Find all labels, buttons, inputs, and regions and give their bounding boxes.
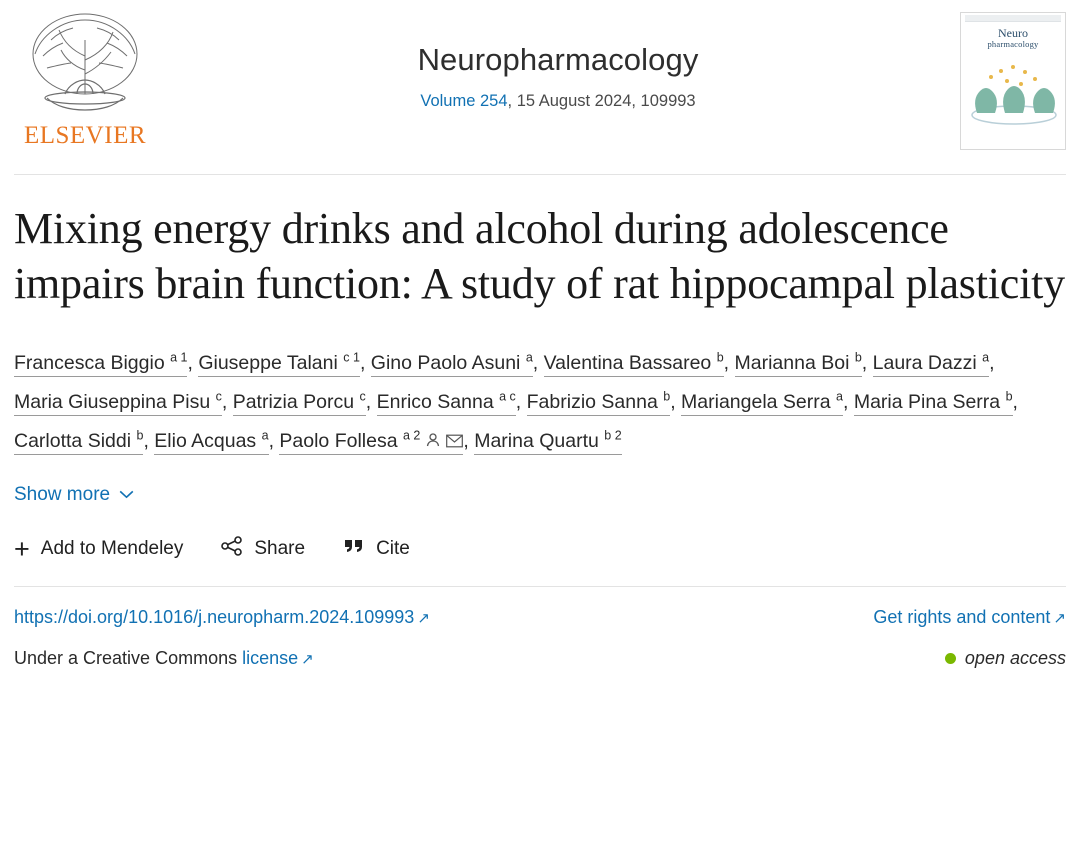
open-access-badge (945, 648, 1066, 669)
author-name: Paolo Follesa (279, 429, 398, 452)
author-item[interactable] (474, 430, 621, 455)
author-item[interactable] (527, 391, 671, 416)
add-to-mendeley-button[interactable] (14, 533, 184, 564)
show-more-label: Show more (14, 483, 111, 505)
journal-title[interactable]: Neuropharmacology (417, 42, 699, 77)
author-affiliation-marker: b 2 (604, 428, 622, 443)
author-affiliation-marker: a (261, 428, 269, 443)
share-label: Share (254, 537, 306, 559)
author-name: Maria Pina Serra (853, 390, 1001, 413)
external-link-icon: ↗ (1053, 609, 1066, 627)
author-name: Patrizia Porcu (232, 390, 355, 413)
doi-link[interactable] (14, 607, 430, 628)
author-affiliation-marker: a (836, 389, 843, 404)
author-affiliation-marker: a 2 (402, 428, 421, 443)
share-icon (221, 536, 243, 562)
cover-artwork-icon (961, 59, 1066, 129)
author-affiliation-marker: b (136, 428, 144, 443)
author-item[interactable] (873, 352, 989, 377)
author-name: Carlotta Siddi (14, 429, 132, 452)
author-item[interactable] (14, 352, 187, 377)
quote-icon (343, 537, 365, 561)
author-item[interactable] (233, 391, 366, 416)
author-affiliation-marker: a 1 (170, 350, 188, 365)
author-name: Giuseppe Talani (198, 351, 338, 374)
author-name: Marianna Boi (734, 351, 850, 374)
author-name: Elio Acquas (154, 429, 257, 452)
publication-header (14, 0, 1066, 168)
open-access-dot-icon (945, 653, 956, 664)
journal-info (156, 8, 960, 111)
author-affiliation-marker: c 1 (343, 350, 360, 365)
author-item[interactable] (14, 430, 143, 455)
volume-link[interactable]: Volume 254 (420, 92, 508, 110)
author-affiliation-marker: c (215, 389, 222, 404)
author-affiliation-marker: c (359, 389, 366, 404)
cover-title-line2: pharmacology (987, 38, 1039, 49)
author-name: Marina Quartu (474, 429, 599, 452)
cite-button[interactable] (343, 537, 410, 561)
author-item[interactable] (154, 430, 268, 455)
author-person-icon[interactable] (425, 423, 441, 462)
author-name: Laura Dazzi (872, 351, 977, 374)
author-item[interactable] (371, 352, 533, 377)
doi-url-text: https://doi.org/10.1016/j.neuropharm.2024.109993 (14, 606, 415, 627)
author-affiliation-marker: b (854, 350, 862, 365)
author-item[interactable] (198, 352, 360, 377)
author-name: Francesca Biggio (14, 351, 165, 374)
author-affiliation-marker: a (525, 350, 533, 365)
add-to-mendeley-label: Add to Mendeley (40, 537, 184, 559)
cover-title-line1: Neuro (998, 26, 1028, 40)
license-prefix: Under a Creative Commons (14, 647, 243, 668)
author-name: Maria Giuseppina Pisu (14, 390, 211, 413)
author-name: Mariangela Serra (681, 390, 831, 413)
license-link[interactable] (242, 648, 314, 668)
article-action-bar (14, 533, 1066, 564)
author-email-icon[interactable] (446, 423, 463, 462)
author-affiliation-marker: b (1005, 389, 1013, 404)
external-link-icon: ↗ (417, 609, 430, 627)
elsevier-tree-icon (21, 10, 149, 126)
author-item[interactable] (854, 391, 1013, 416)
author-name: Enrico Sanna (376, 390, 494, 413)
author-affiliation-marker: b (663, 389, 671, 404)
author-item[interactable] (377, 391, 516, 416)
author-item[interactable] (544, 352, 724, 377)
get-rights-and-content-link[interactable] (873, 607, 1066, 628)
author-name: Fabrizio Sanna (526, 390, 658, 413)
chevron-down-icon (119, 490, 134, 499)
issue-meta: , 15 August 2024, 109993 (507, 92, 696, 110)
elsevier-logo[interactable] (14, 8, 156, 150)
share-button[interactable] (221, 536, 305, 562)
author-list: Francesca Biggio $^{a 1}$, Giuseppe Talani $^{c 1}$, Gino Paolo Asuni $^a$, Valentina Bassareo $^b$, Marianna Boi $^b$, Laura Dazzi $^a$, Maria Giuseppina Pisu $^c$, Patrizia Porcu $^c$, Enrico Sanna $^{a c}$, Fabrizio Sanna $^b$, Mariangela Serra $^a$, Maria Pina Serra $^b$, Carlotta Siddi $^b$, Elio Acquas $^a$, Paolo Follesa $^{a 2}$ , Marina Quartu $^{b 2}$ (14, 344, 1066, 462)
author-item[interactable] (14, 391, 222, 416)
cover-top-bar (965, 15, 1061, 22)
page-title: Mixing energy drinks and alcohol during adolescence impairs brain function: A study of rat hippocampal plasticity (14, 204, 1065, 309)
journal-cover-image[interactable] (960, 12, 1066, 150)
open-access-label: open access (964, 647, 1066, 668)
author-affiliation-marker: a c (499, 389, 516, 404)
author-name: Valentina Bassareo (543, 351, 712, 374)
author-affiliation-marker: b (716, 350, 724, 365)
license-link-label: license (242, 647, 299, 668)
author-item[interactable] (735, 352, 862, 377)
license-row (14, 648, 1066, 669)
author-affiliation-marker: a (982, 350, 990, 365)
author-item[interactable] (681, 391, 843, 416)
cite-label: Cite (376, 537, 410, 559)
doi-and-rights-row (14, 586, 1066, 628)
show-more-authors-button[interactable] (14, 484, 134, 506)
header-divider (14, 174, 1066, 175)
elsevier-wordmark: ELSEVIER (23, 122, 147, 149)
journal-volume-line (156, 92, 960, 111)
external-link-icon: ↗ (301, 650, 314, 668)
author-item-corresponding[interactable] (279, 430, 463, 455)
author-name: Gino Paolo Asuni (370, 351, 521, 374)
creative-commons-text (14, 648, 314, 669)
plus-icon: + (14, 533, 30, 564)
rights-label: Get rights and content (873, 606, 1051, 627)
